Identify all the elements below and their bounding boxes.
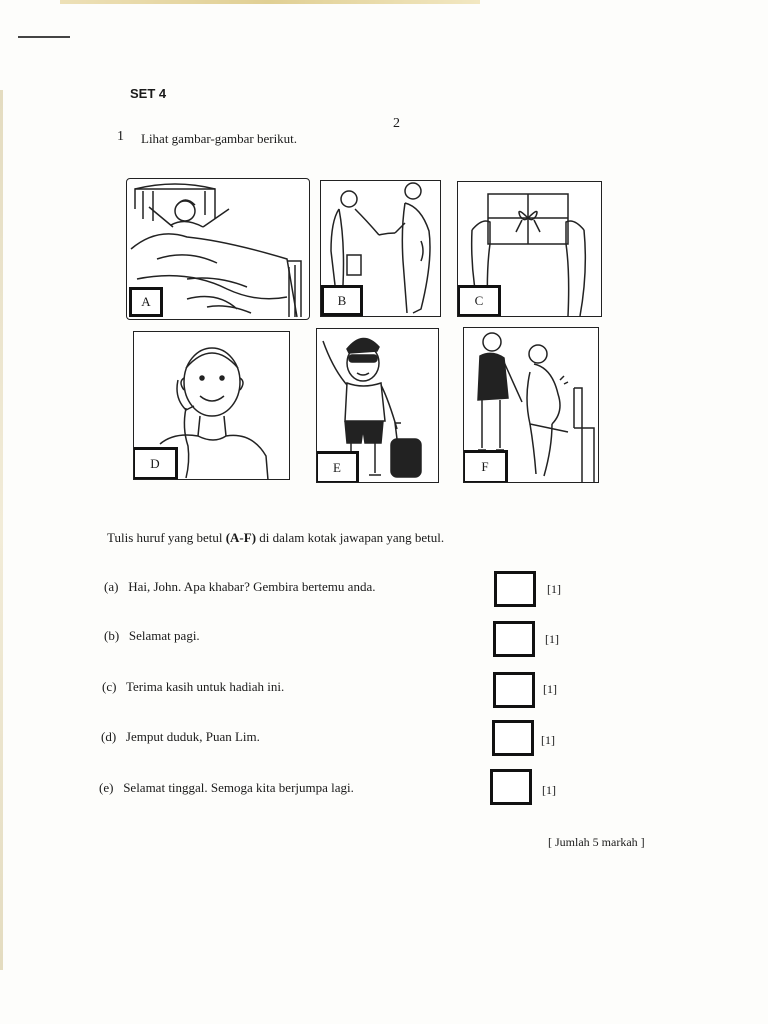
mark-b: [1]: [545, 632, 559, 646]
picture-c-label: C: [457, 285, 501, 317]
mark-a: [1]: [547, 582, 561, 596]
mark-c: [1]: [543, 682, 557, 696]
picture-c: [457, 181, 602, 317]
item-letter: (b): [104, 628, 120, 643]
item-text: Jemput duduk, Puan Lim.: [125, 729, 260, 744]
picture-d-label: D: [133, 447, 178, 480]
mark-e: [1]: [542, 783, 556, 797]
item-text: Selamat pagi.: [128, 628, 200, 643]
item-text: Hai, John. Apa khabar? Gembira bertemu anda.: [128, 579, 376, 594]
picture-b-label: B: [321, 285, 363, 316]
question-instruction: Lihat gambar-gambar berikut.: [141, 131, 298, 146]
picture-a-label: A: [129, 287, 163, 317]
question-number: 1: [117, 129, 124, 144]
item-letter: (d): [101, 729, 117, 744]
scan-edge-top: [60, 0, 480, 4]
set-title: SET 4: [130, 86, 167, 101]
answer-box-d[interactable]: [492, 720, 534, 756]
answer-box-c[interactable]: [493, 672, 535, 708]
item-e: [99, 780, 354, 796]
item-letter: (a): [104, 579, 119, 594]
item-letter: (c): [102, 679, 117, 694]
answer-box-e[interactable]: [490, 769, 532, 805]
item-letter: (e): [99, 780, 114, 795]
corner-mark: [18, 36, 70, 38]
picture-a: [126, 178, 310, 320]
picture-b: [320, 180, 441, 317]
picture-e-label: E: [316, 451, 359, 483]
answer-box-a[interactable]: [494, 571, 536, 607]
picture-f-label: F: [463, 450, 508, 483]
total-marks: [ Jumlah 5 markah ]: [548, 835, 645, 849]
picture-e: [316, 328, 439, 483]
scan-edge-left: [0, 90, 3, 970]
answer-box-b[interactable]: [493, 621, 535, 657]
item-c: [102, 679, 284, 695]
mark-d: [1]: [541, 733, 555, 747]
item-text: Selamat tinggal. Semoga kita berjumpa lagi.: [123, 780, 354, 795]
item-a: [104, 579, 375, 595]
picture-d: [133, 331, 290, 480]
item-b: [104, 628, 200, 644]
item-d: [101, 729, 260, 745]
answer-instruction: Tulis huruf yang betul (A-F) di dalam kotak jawapan yang betul.: [107, 530, 445, 545]
page-number: 2: [393, 116, 400, 131]
picture-f: [463, 327, 599, 483]
item-text: Terima kasih untuk hadiah ini.: [125, 679, 285, 694]
